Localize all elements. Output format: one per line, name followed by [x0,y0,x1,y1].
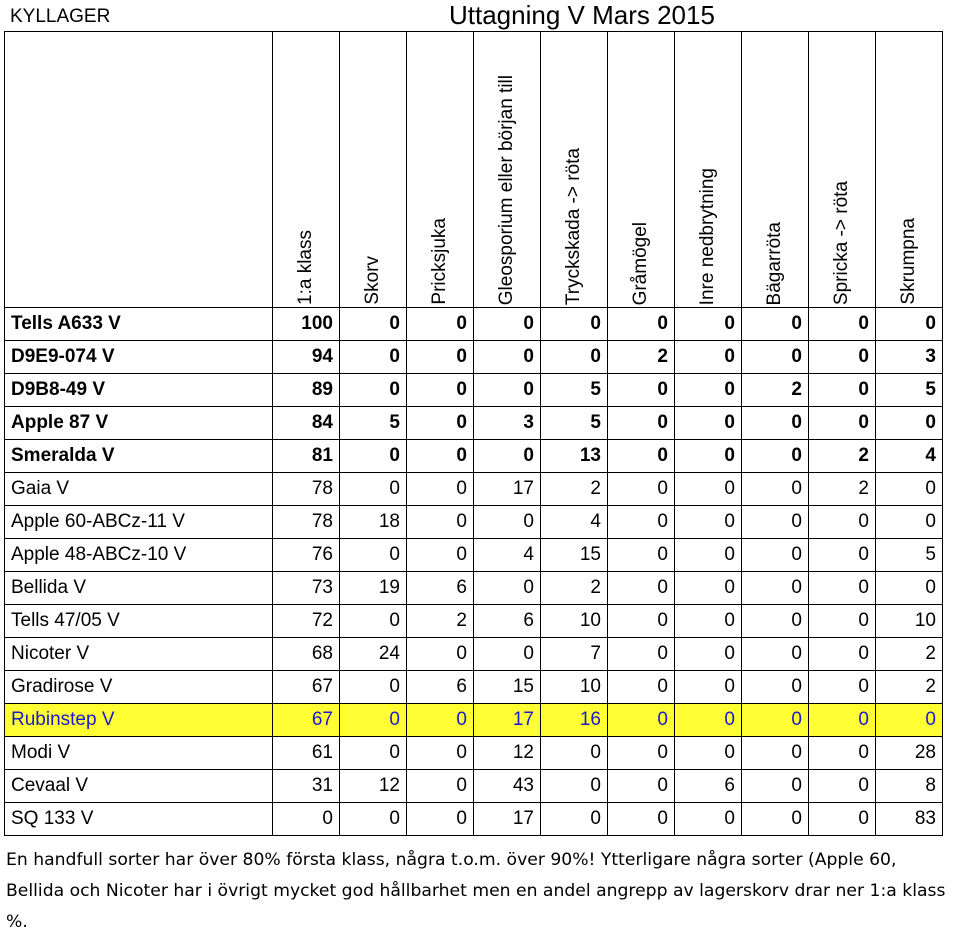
value-cell: 2 [876,671,943,704]
table-row [5,605,943,638]
value-cell: 43 [474,770,541,803]
value-cell: 94 [273,341,340,374]
value-cell: 2 [809,473,876,506]
variety-name: Rubinstep V [5,704,273,737]
value-cell: 67 [273,671,340,704]
value-cell: 0 [742,341,809,374]
value-cell: 84 [273,407,340,440]
value-cell: 2 [742,374,809,407]
variety-header [5,32,273,308]
summary-note: En handfull sorter har över 80% första klass, några t.o.m. över 90%! Ytterligare några sorter (Apple 60, Bellida och Nicoter har i övrigt mycket god hållbarhet men en andel angrepp av lagerskorv drar ner 1:a klass %. [6,850,946,932]
column-header [675,32,742,308]
value-cell: 18 [340,506,407,539]
value-cell: 0 [474,638,541,671]
value-cell: 0 [742,407,809,440]
column-header [474,32,541,308]
value-cell: 0 [742,638,809,671]
value-cell: 2 [876,638,943,671]
section-label: KYLLAGER [10,6,111,27]
variety-name: Apple 48-ABCz-10 V [5,539,273,572]
value-cell: 5 [541,374,608,407]
column-header [742,32,809,308]
value-cell: 2 [809,440,876,473]
value-cell: 0 [340,341,407,374]
value-cell: 0 [340,440,407,473]
value-cell: 17 [474,803,541,836]
value-cell: 8 [876,770,943,803]
value-cell: 0 [340,473,407,506]
value-cell: 0 [407,473,474,506]
value-cell: 0 [608,638,675,671]
value-cell: 24 [340,638,407,671]
value-cell: 0 [809,341,876,374]
variety-name: Gaia V [5,473,273,506]
value-cell: 100 [273,308,340,341]
value-cell: 6 [407,671,474,704]
value-cell: 0 [876,704,943,737]
value-cell: 0 [608,407,675,440]
table-row [5,704,943,737]
value-cell: 0 [876,308,943,341]
value-cell: 17 [474,473,541,506]
value-cell: 0 [742,506,809,539]
value-cell: 0 [608,803,675,836]
value-cell: 0 [876,473,943,506]
value-cell: 15 [541,539,608,572]
table-row [5,407,943,440]
column-header-label: Pricksjuka [429,218,450,305]
value-cell: 0 [541,803,608,836]
value-cell: 0 [809,374,876,407]
value-cell: 0 [340,803,407,836]
value-cell: 0 [675,539,742,572]
value-cell: 2 [407,605,474,638]
column-header-label: 1:a klass [295,230,316,305]
value-cell: 0 [407,407,474,440]
value-cell: 0 [675,671,742,704]
value-cell: 4 [474,539,541,572]
value-cell: 0 [407,308,474,341]
value-cell: 89 [273,374,340,407]
value-cell: 0 [809,803,876,836]
value-cell: 0 [608,374,675,407]
value-cell: 0 [742,539,809,572]
table-row [5,770,943,803]
value-cell: 0 [407,539,474,572]
value-cell: 78 [273,473,340,506]
value-cell: 0 [474,440,541,473]
value-cell: 0 [608,539,675,572]
column-header [273,32,340,308]
value-cell: 0 [809,308,876,341]
column-header [608,32,675,308]
value-cell: 0 [407,704,474,737]
value-cell: 0 [407,440,474,473]
value-cell: 0 [742,605,809,638]
value-cell: 0 [474,572,541,605]
value-cell: 0 [608,671,675,704]
value-cell: 6 [675,770,742,803]
value-cell: 0 [675,572,742,605]
value-cell: 0 [608,737,675,770]
value-cell: 17 [474,704,541,737]
value-cell: 67 [273,704,340,737]
value-cell: 4 [876,440,943,473]
column-header [407,32,474,308]
value-cell: 0 [340,671,407,704]
value-cell: 5 [876,374,943,407]
value-cell: 0 [407,770,474,803]
variety-name: Gradirose V [5,671,273,704]
value-cell: 0 [742,803,809,836]
value-cell: 0 [809,671,876,704]
column-header-label: Gråmögel [630,221,651,305]
variety-name: Smeralda V [5,440,273,473]
value-cell: 3 [474,407,541,440]
value-cell: 0 [340,539,407,572]
table-row [5,737,943,770]
variety-name: Apple 60-ABCz-11 V [5,506,273,539]
value-cell: 0 [809,572,876,605]
table-row [5,671,943,704]
table-row [5,638,943,671]
value-cell: 0 [809,605,876,638]
column-header [876,32,943,308]
value-cell: 0 [742,308,809,341]
value-cell: 0 [608,473,675,506]
value-cell: 0 [742,671,809,704]
value-cell: 0 [742,737,809,770]
table-row [5,440,943,473]
header-row [5,32,943,308]
value-cell: 0 [675,506,742,539]
value-cell: 0 [675,407,742,440]
variety-name: Nicoter V [5,638,273,671]
value-cell: 0 [608,440,675,473]
variety-name: SQ 133 V [5,803,273,836]
variety-name: Tells A633 V [5,308,273,341]
value-cell: 0 [809,704,876,737]
column-header-label: Gleosporium eller början till [496,74,517,305]
value-cell: 0 [407,341,474,374]
value-cell: 0 [742,440,809,473]
value-cell: 0 [742,770,809,803]
column-header [809,32,876,308]
table-row [5,572,943,605]
value-cell: 0 [809,506,876,539]
value-cell: 0 [876,407,943,440]
value-cell: 0 [608,605,675,638]
value-cell: 0 [340,374,407,407]
value-cell: 0 [474,341,541,374]
variety-name: D9E9-074 V [5,341,273,374]
value-cell: 0 [675,605,742,638]
value-cell: 0 [675,737,742,770]
column-header-label: Skorv [362,256,383,305]
variety-name: Modi V [5,737,273,770]
value-cell: 0 [340,737,407,770]
value-cell: 81 [273,440,340,473]
column-header-label: Inre nedbrytning [697,167,718,305]
value-cell: 0 [809,737,876,770]
value-cell: 2 [608,341,675,374]
value-cell: 0 [675,473,742,506]
value-cell: 0 [876,572,943,605]
value-cell: 83 [876,803,943,836]
value-cell: 68 [273,638,340,671]
value-cell: 2 [541,473,608,506]
table-body [5,308,943,836]
value-cell: 16 [541,704,608,737]
value-cell: 0 [675,638,742,671]
value-cell: 0 [809,638,876,671]
value-cell: 0 [608,308,675,341]
column-header [340,32,407,308]
value-cell: 0 [742,572,809,605]
page-title: Uttagning V Mars 2015 [449,0,715,30]
value-cell: 0 [675,440,742,473]
value-cell: 12 [474,737,541,770]
variety-name: D9B8-49 V [5,374,273,407]
value-cell: 5 [340,407,407,440]
value-cell: 6 [407,572,474,605]
value-cell: 0 [608,572,675,605]
value-cell: 0 [742,704,809,737]
column-header-label: Bägarröta [764,221,785,305]
value-cell: 0 [407,803,474,836]
table-row [5,539,943,572]
value-cell: 10 [541,671,608,704]
value-cell: 0 [273,803,340,836]
value-cell: 0 [340,704,407,737]
variety-name: Tells 47/05 V [5,605,273,638]
value-cell: 73 [273,572,340,605]
value-cell: 0 [876,506,943,539]
column-header-label: Spricka -> röta [831,180,852,305]
value-cell: 0 [809,539,876,572]
value-cell: 78 [273,506,340,539]
value-cell: 0 [675,341,742,374]
value-cell: 6 [474,605,541,638]
column-header-label: Skrumpna [898,218,919,305]
value-cell: 0 [340,308,407,341]
column-header-label: Tryckskada -> röta [563,147,584,305]
value-cell: 76 [273,539,340,572]
value-cell: 61 [273,737,340,770]
value-cell: 0 [608,770,675,803]
table-row [5,506,943,539]
value-cell: 0 [340,605,407,638]
variety-name: Cevaal V [5,770,273,803]
value-cell: 0 [407,374,474,407]
table-row [5,374,943,407]
value-cell: 5 [541,407,608,440]
value-cell: 0 [809,407,876,440]
value-cell: 0 [675,308,742,341]
value-cell: 0 [541,737,608,770]
table-row [5,341,943,374]
value-cell: 0 [742,473,809,506]
value-cell: 2 [541,572,608,605]
value-cell: 0 [407,638,474,671]
variety-name: Bellida V [5,572,273,605]
value-cell: 5 [876,539,943,572]
value-cell: 10 [876,605,943,638]
value-cell: 13 [541,440,608,473]
value-cell: 0 [675,374,742,407]
value-cell: 10 [541,605,608,638]
value-cell: 28 [876,737,943,770]
value-cell: 31 [273,770,340,803]
value-cell: 72 [273,605,340,638]
value-cell: 3 [876,341,943,374]
value-cell: 0 [474,506,541,539]
value-cell: 0 [675,704,742,737]
value-cell: 15 [474,671,541,704]
variety-name: Apple 87 V [5,407,273,440]
value-cell: 0 [675,803,742,836]
value-cell: 0 [407,737,474,770]
storage-results-table [4,31,943,836]
value-cell: 0 [474,308,541,341]
table-row [5,803,943,836]
value-cell: 4 [541,506,608,539]
table-row [5,308,943,341]
value-cell: 12 [340,770,407,803]
column-header [541,32,608,308]
table-row [5,473,943,506]
value-cell: 7 [541,638,608,671]
value-cell: 0 [608,704,675,737]
value-cell: 0 [541,308,608,341]
value-cell: 0 [541,341,608,374]
value-cell: 0 [407,506,474,539]
value-cell: 0 [809,770,876,803]
value-cell: 0 [608,506,675,539]
value-cell: 0 [541,770,608,803]
value-cell: 0 [474,374,541,407]
value-cell: 19 [340,572,407,605]
